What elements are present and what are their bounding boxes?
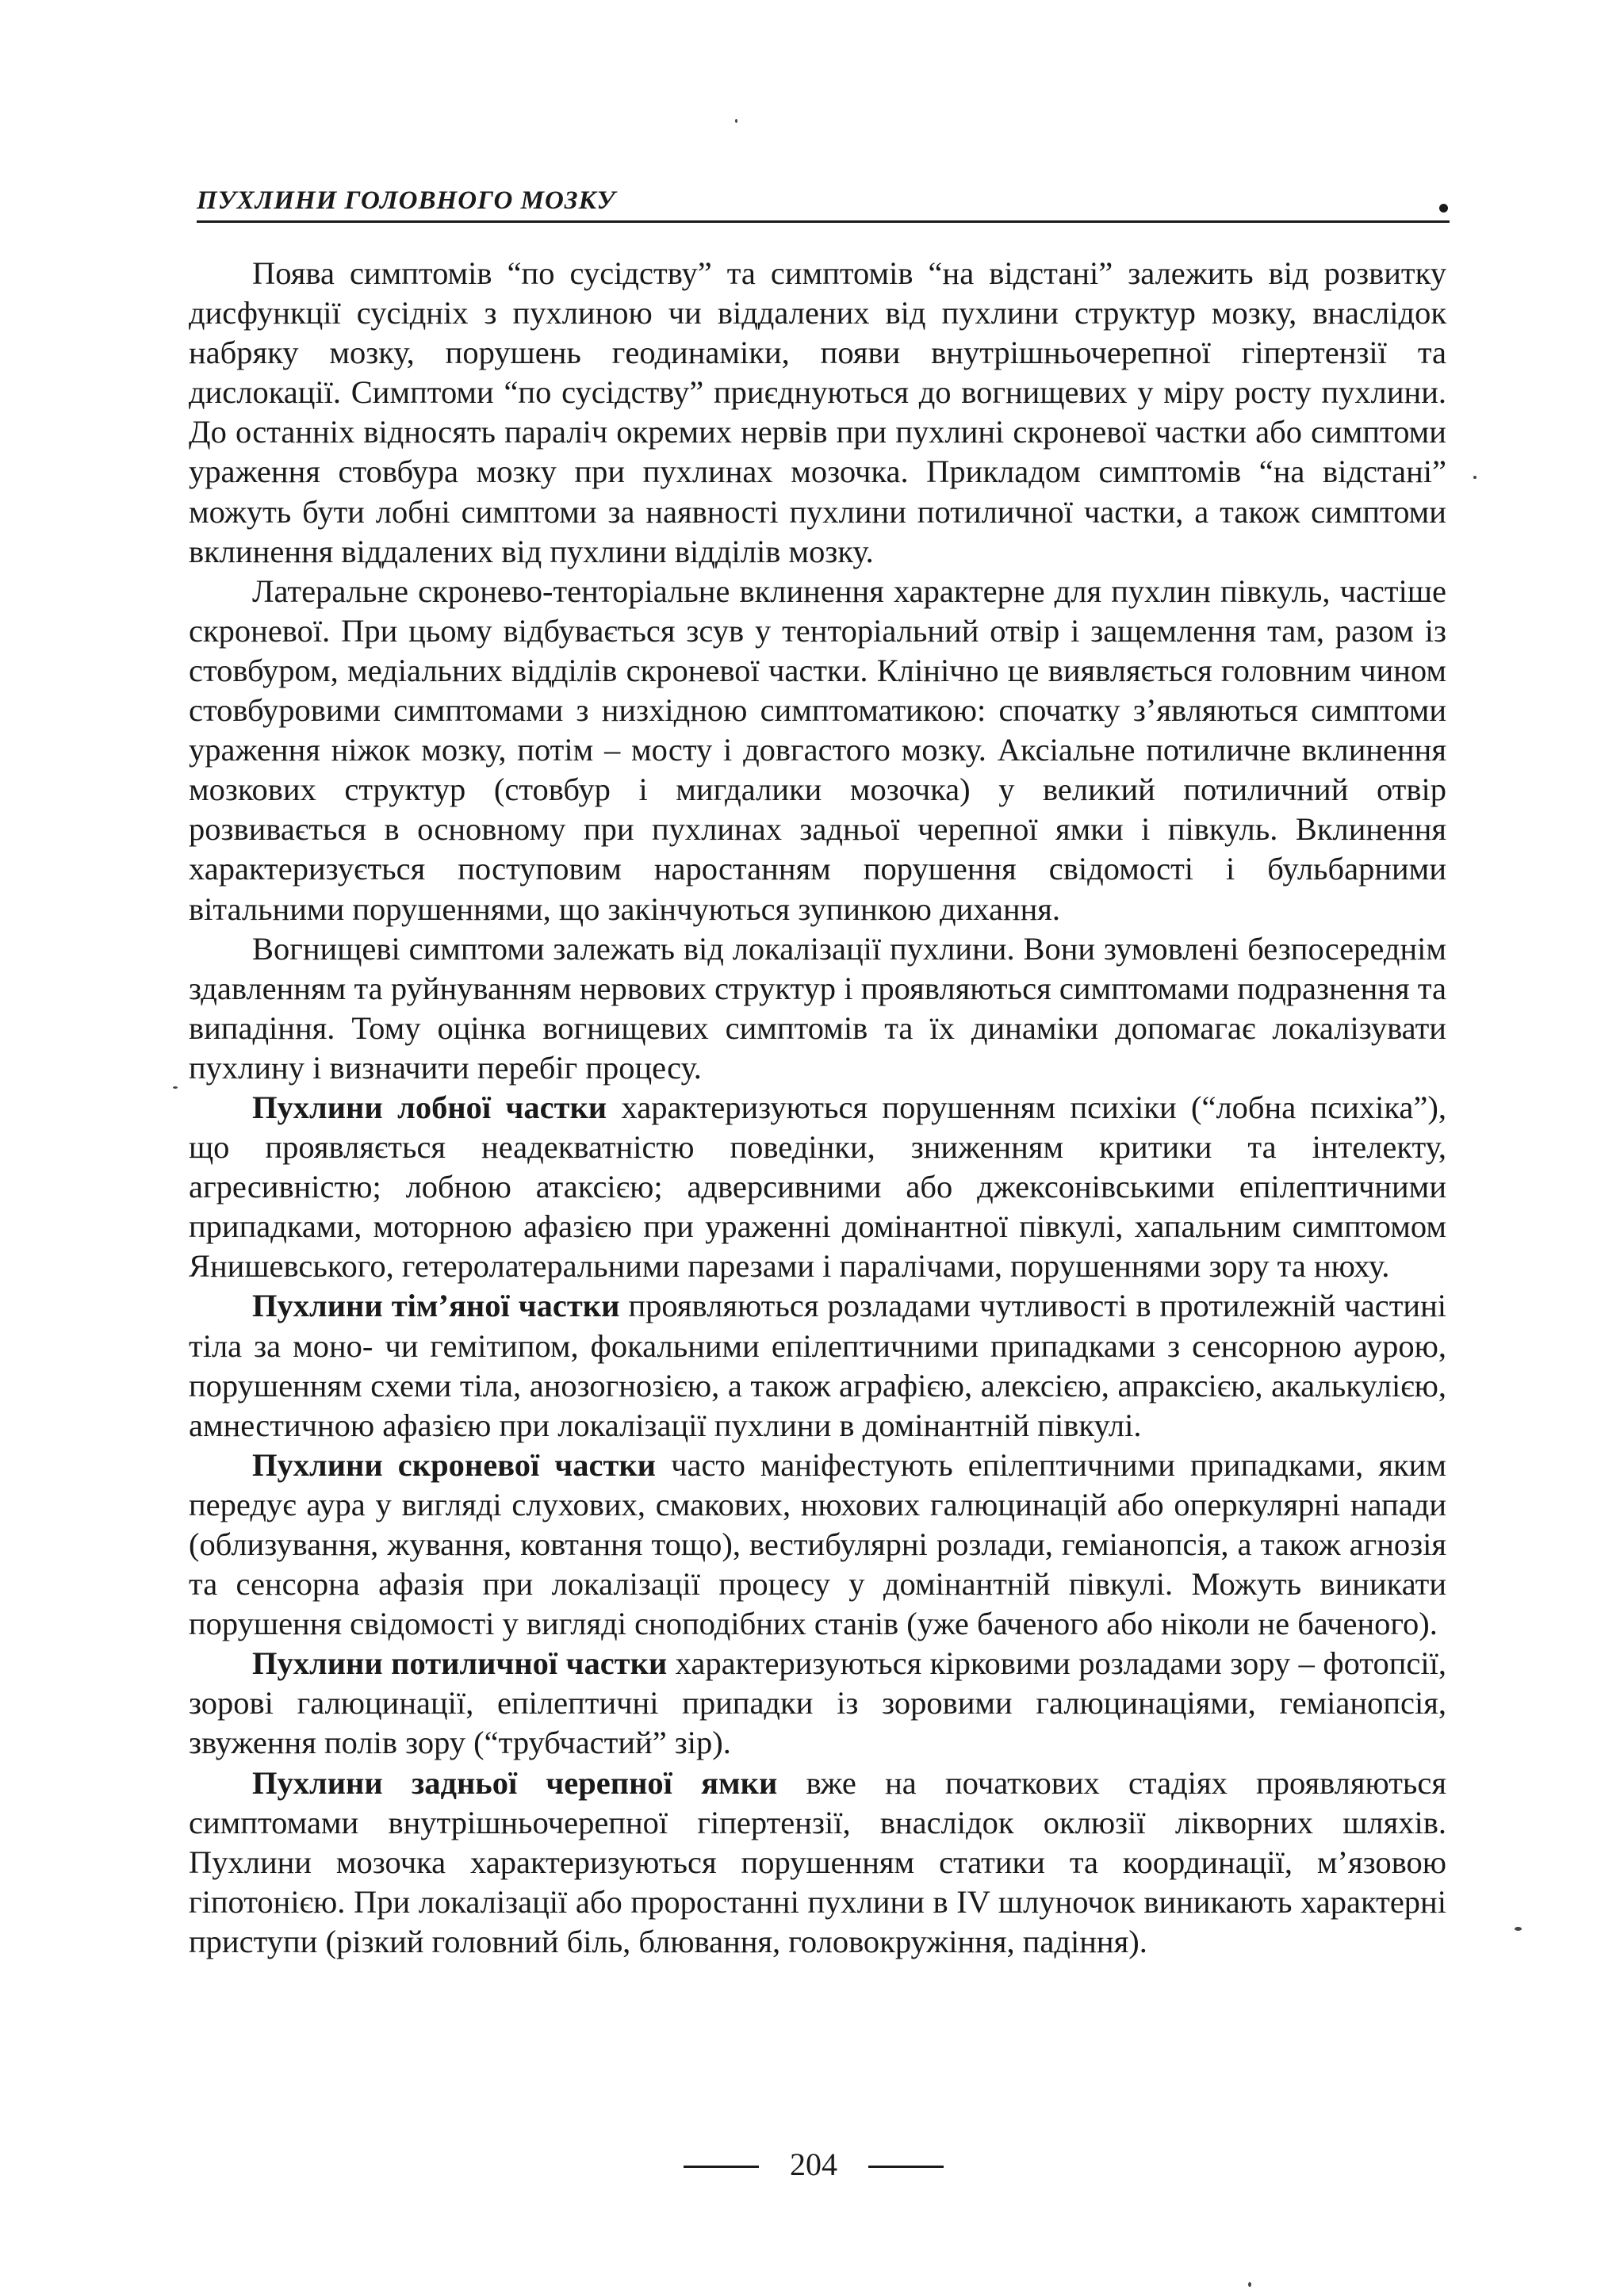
paragraph-text: проявляються розладами чутливості в протилежній частині тіла за моно- чи гемітипом, фокальними епілептичними припадками з сенсорною аурою, порушенням схеми тіла, анозогнозією, а також аграфією, алексією, апраксією, акалькулією, амнестичною афазією при локалізації пухлини в домінантній півкулі.	[189, 1288, 1447, 1443]
speck	[1515, 1927, 1522, 1931]
paragraph-lead: Пухлини тім’яної частки	[252, 1288, 620, 1324]
speck	[1473, 476, 1477, 479]
paragraph-lead: Пухлини лобної частки	[252, 1089, 607, 1125]
paragraph-lead: Пухлини скроневої частки	[252, 1446, 657, 1483]
running-title: ПУХЛИНИ ГОЛОВНОГО МОЗКУ	[197, 186, 616, 215]
body-text	[189, 254, 1446, 1962]
paragraph-text: вже на початкових стадіях проявляються симптомами внутрішньочерепної гіпертензії, внаслідок оклюзії лікворних шляхів. Пухлини мозочка характеризуються порушенням статики та координації, м’язовою гіпотонією. При локалізації або проростанні пухлини в IV шлуночок виникають характерні приступи (різкий головний біль, блювання, головокружіння, падіння).	[189, 1764, 1447, 1959]
page-footer	[0, 2145, 1624, 2185]
paragraph	[189, 254, 1446, 572]
page-number: 204	[790, 2147, 837, 2182]
paragraph-frontal-lobe	[189, 1088, 1446, 1286]
paragraph-text: характеризуються порушенням психіки (“лобна психіка”), що проявляється неадекватністю поведінки, зниженням критики та інтелекту, агресивністю; лобною атаксією; адверсивними або джексонівськими епілептичними припадками, моторною афазією при ураженні домінантної півкулі, хапальним симптомом Янишевського, гетеролатеральними парезами і паралічами, порушеннями зору та нюху.	[189, 1089, 1446, 1285]
header-bullet-icon	[1439, 204, 1448, 213]
paragraph-temporal-lobe	[189, 1446, 1446, 1644]
footer-rule-right	[868, 2166, 944, 2168]
paragraph-posterior-fossa	[189, 1764, 1446, 1962]
speck	[735, 119, 737, 123]
paragraph-parietal-lobe	[189, 1286, 1446, 1445]
running-header	[197, 181, 1450, 223]
footer-rule-left	[684, 2166, 759, 2168]
paragraph-text: Поява симптомів “по сусідству” та симптомів “на відстані” залежить від розвитку дисфункції сусідніх з пухлиною чи віддалених від пухлини структур мозку, внаслідок набряку мозку, порушень гeодинаміки, появи внутрішньочерепної гіпертензії та дислокації. Симптоми “по сусідству” приєднуються до вогнищевих у міру росту пухлини. До останніх відносять параліч окремих нервів при пухлині скроневої частки або симптоми ураження стовбура мозку при пухлинах мозочка. Прикладом симптомів “на відстані” можуть бути лобні симптоми за наявності пухлини потиличної частки, а також симптоми вклинення віддалених від пухлини відділів мозку.	[189, 255, 1446, 569]
paragraph-text: часто маніфестують епілептичними припадками, яким передує аура у вигляді слухових, смакових, нюхових галюцинацій або оперкулярні напади (облизування, жування, ковтання тощо), вестибулярні розлади, геміанопсія, а також агнозія та сенсорна афазія при локалізації процесу у домінантній півкулі. Можуть виникати порушення свідомості у вигляді сноподібних станів (уже баченого або ніколи не баченого).	[189, 1446, 1446, 1642]
paragraph	[189, 929, 1446, 1088]
paragraph-text: Вогнищеві симптоми залежать від локалізації пухлини. Вони зумовлені безпосереднім здавленням та руйнуванням нервових структур і проявляються симптомами подразнення та випадіння. Тому оцінка вогнищевих симптомів та їх динаміки допомагає локалізувати пухлину і визначити перебіг процесу.	[189, 930, 1446, 1086]
paragraph-text: характеризуються кірковими розладами зору – фотопсії, зорові галюцинації, епілептичні припадки із зоровими галюцинаціями, геміанопсія, звуження полів зору (“трубчастий” зір).	[189, 1645, 1447, 1761]
paragraph-lead: Пухлини задньої черепної ямки	[252, 1764, 778, 1801]
paragraph	[189, 572, 1446, 929]
paragraph-text: Латеральне скронево-тенторіальне вклинення характерне для пухлин півкуль, частіше скроневої. При цьому відбувається зсув у тенторіальний отвір і защемлення там, разом із стовбуром, медіальних відділів скроневої частки. Клінічно це виявляється головним чином стовбуровими симптомами з низхідною симптоматикою: спочатку з’являються симптоми ураження ніжок мозку, потім – мосту і довгастого мозку. Аксіальне потиличне вклинення мозкових структур (стовбур і мигдалики мозочка) у великий потиличний отвір розвивається в основному при пухлинах задньої черепної ямки і півкуль. Вклинення характеризується поступовим наростанням порушення свідомості і бульбарними вітальними порушеннями, що закінчуються зупинкою дихання.	[189, 573, 1446, 927]
speck	[1248, 2282, 1251, 2287]
paragraph-lead: Пухлини потиличної частки	[252, 1645, 668, 1682]
paragraph-occipital-lobe	[189, 1644, 1446, 1763]
speck	[173, 1086, 178, 1089]
